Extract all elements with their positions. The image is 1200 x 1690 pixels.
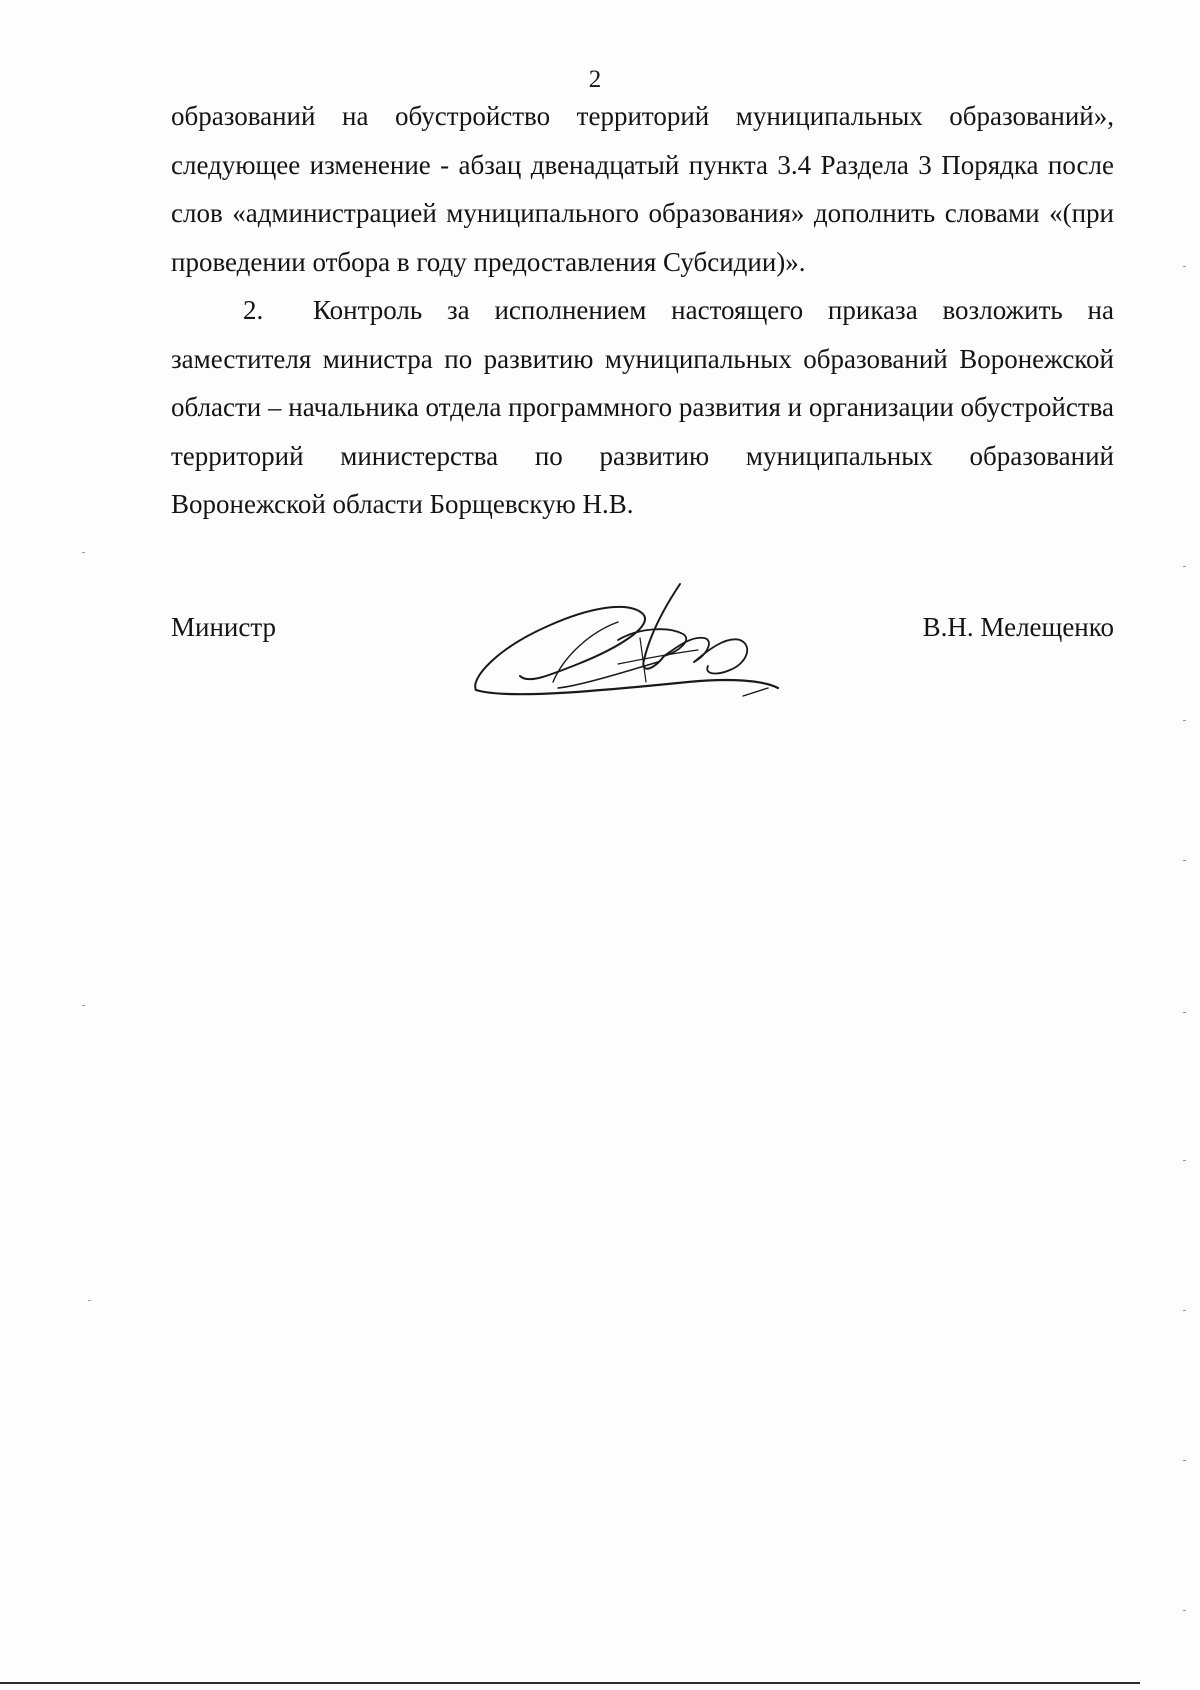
scan-speck <box>1183 1160 1186 1161</box>
paragraph-2 <box>171 286 1114 529</box>
scan-speck <box>1183 1460 1186 1461</box>
scan-speck <box>82 552 85 553</box>
scan-speck <box>1183 860 1186 861</box>
scan-speck <box>1183 566 1186 567</box>
paragraph-2-text: Контроль за исполнением настоящего приказа возложить на заместителя министра по развитию муниципальных образований Воронежской области – начальника отдела программного развития и организации обустройства территорий министерства по развитию муниципальных образований Воронежской области Борщевскую Н.В. <box>171 295 1114 519</box>
scan-speck <box>1183 1310 1186 1311</box>
signatory-name: В.Н. Мелещенко <box>922 612 1114 642</box>
handwritten-signature <box>468 578 788 708</box>
scan-speck <box>88 1300 91 1301</box>
signatory-title: Министр <box>171 612 276 642</box>
scan-speck <box>1183 1012 1186 1013</box>
page-bottom-edge <box>0 1682 1140 1684</box>
scan-speck <box>1183 1610 1186 1611</box>
document-body <box>171 92 1114 529</box>
scan-speck <box>82 1005 85 1006</box>
paragraph-2-number: 2. <box>243 295 264 325</box>
paragraph-1: образований на обустройство территорий муниципальных образований», следующее изменение - абзац двенадцатый пункта 3.4 Раздела 3 Порядка после слов «администрацией муниципального образования» дополнить словами «(при проведении отбора в году предоставления Субсидии)». <box>171 101 1114 277</box>
scan-speck <box>1183 720 1186 721</box>
page-number: 2 <box>588 66 602 93</box>
scan-speck <box>1183 266 1186 267</box>
